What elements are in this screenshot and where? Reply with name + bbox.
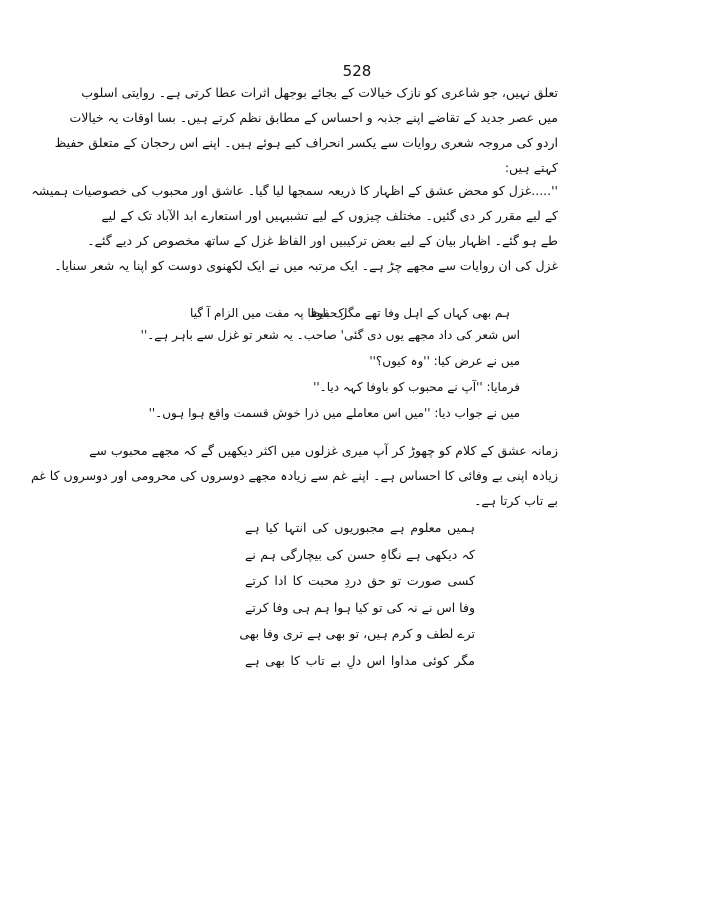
- paragraph-line: زمانہ عشق کے کلام کو چھوڑ کر آپ میری غزلوں میں اکثر دیکھیں گے کہ مجھے محبوب سے: [89, 443, 558, 458]
- paragraph-line: بے تاب کرتا ہے۔: [474, 493, 558, 508]
- dialogue-line: میں نے جواب دیا: ''میں اس معاملے میں ذرا خوش قسمت واقع ہوا ہوں۔'': [148, 406, 520, 420]
- paragraph-3: [30, 438, 558, 513]
- poem-verse: کہ دیکھی ہے نگاہِ حسن کی بیچارگی ہم نے: [245, 546, 475, 562]
- paragraph-line: ''.....غزل کو محض عشق کے اظہار کا ذریعہ سمجھا لیا گیا۔ عاشق اور محبوب کی خصوصیات ہمیشہ: [31, 183, 558, 198]
- page-number: 528: [342, 62, 372, 80]
- paragraph-line: زیادہ اپنی بے وفائی کا احساس ہے۔ اپنے غم سے زیادہ مجھے دوسروں کی محرومی اور دوسروں کا غم: [30, 468, 558, 483]
- paragraph-line: غزل کی ان روایات سے مجھے چڑ ہے۔ ایک مرتبہ میں نے ایک لکھنوی دوست کو اپنا یہ شعر سنایا۔: [54, 258, 558, 273]
- couplet-misra-second: اک باوفا پہ مفت میں الزام آ گیا: [190, 306, 348, 320]
- poem-verse: وفا اس نے نہ کی تو کیا ہوا ہم ہی وفا کرتے: [245, 599, 475, 615]
- poem-verse: کسی صورت تو حق دردِ محبت کا ادا کرتے: [245, 573, 475, 588]
- paragraph-line: تعلق نہیں، جو شاعری کو نازک خیالات کے بجائے بوجھل اثرات عطا کرتی ہے۔ روایتی اسلوب: [81, 85, 558, 100]
- paragraph-line: کہتے ہیں:: [504, 160, 558, 175]
- dialogue-line: اس شعر کی داد مجھے یوں دی گئی' صاحب۔ یہ شعر تو غزل سے باہر ہے۔'': [140, 328, 520, 342]
- poem-verse: ہمیں معلوم ہے مجبوریوں کی انتہا کیا ہے: [245, 520, 475, 535]
- dialogue-line: میں نے عرض کیا: ''وہ کیوں؟'': [369, 354, 520, 368]
- paragraph-line: اردو کی مروجہ شعری روایات سے یکسر انحراف کیے ہوئے ہیں۔ اپنے اس رحجان کے متعلق حفیظ: [54, 135, 558, 150]
- dialogue-block: [140, 322, 520, 426]
- paragraph-line: طے ہو گئے۔ اظہار بیان کے لیے بعض ترکیبیں اور الفاظ غزل کے ساتھ مخصوص کر دیے گئے۔: [87, 233, 558, 248]
- poem-verse: ترے لطف و کرم ہیں، تو بھی ہے تری وفا بھی: [239, 626, 475, 641]
- dialogue-line: فرمایا: ''آپ نے محبوب کو باوفا کہہ دیا۔'': [313, 380, 520, 394]
- paragraph-line: کے لیے مقرر کر دی گئیں۔ مختلف چیزوں کے لیے تشبیہیں اور استعارے ابد الآباد تک کے لیے: [101, 208, 558, 223]
- couplet-misra-first: ہم بھی کہاں کے اہل وفا تھے مگر حفیظ: [308, 306, 510, 320]
- quoted-paragraph: [31, 178, 558, 278]
- paragraph-line: میں عصر جدید کے تقاضے اپنے جذبہ و احساس کے مطابق نظم کرتے ہیں۔ بسا اوقات یہ خیالات: [69, 110, 558, 125]
- poem-block: [239, 515, 475, 674]
- poem-verse: مگر کوئی مداوا اس دلِ بے تاب کا بھی ہے: [245, 652, 475, 668]
- paragraph-1: [54, 80, 558, 180]
